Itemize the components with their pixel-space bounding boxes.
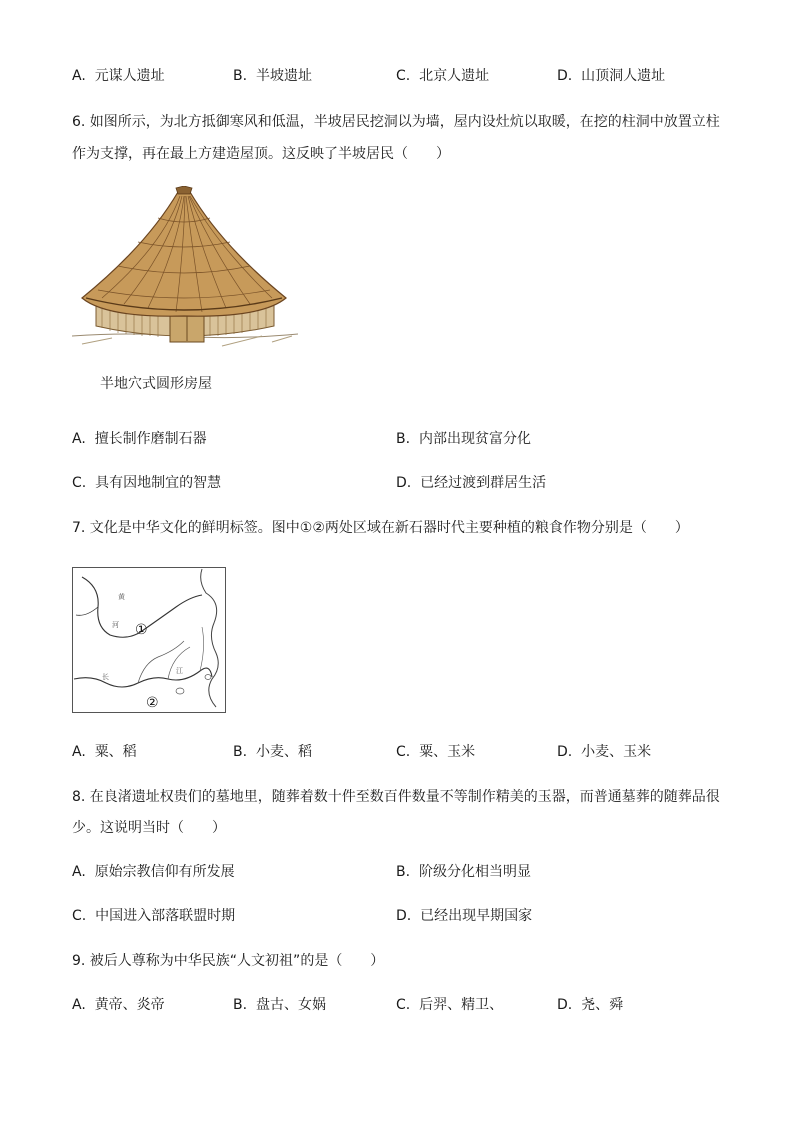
hut-caption: 半地穴式圆形房屋: [100, 376, 212, 392]
q6-option-a[interactable]: [72, 429, 207, 449]
hut-illustration: [72, 186, 298, 352]
option-label: B.: [233, 68, 248, 84]
option-text: 粟、玉米: [419, 744, 476, 760]
map-marker-1: ①: [135, 622, 148, 638]
option-label: C.: [72, 908, 87, 924]
q7-option-d[interactable]: [557, 742, 651, 762]
china-map: [72, 567, 227, 714]
q8-stem-line1: 8. 在良渚遗址权贵们的墓地里，随葬着数十件至数百件数量不等制作精美的玉器，而普通墓葬的随葬品很: [72, 789, 720, 805]
map-label-huang: 黄: [118, 593, 125, 601]
option-text: 内部出现贫富分化: [418, 431, 531, 447]
option-label: A.: [72, 744, 86, 760]
map-label-jiang: 江: [176, 667, 183, 675]
option-text: 具有因地制宜的智慧: [95, 475, 222, 491]
option-text: 元谋人遗址: [94, 68, 165, 84]
q9-stem: 9. 被后人尊称为中华民族“人文初祖”的是（ ）: [72, 953, 385, 969]
option-label: B.: [233, 997, 248, 1013]
option-text: 小麦、玉米: [581, 744, 652, 760]
q8-option-b[interactable]: [396, 862, 531, 882]
option-text: 山顶洞人遗址: [581, 68, 666, 84]
option-text: 擅长制作磨制石器: [94, 431, 207, 447]
q6-option-d[interactable]: [396, 473, 546, 493]
option-text: 中国进入部落联盟时期: [95, 908, 236, 924]
q8-option-a[interactable]: [72, 862, 235, 882]
q6-option-c[interactable]: [72, 473, 221, 493]
option-label: D.: [396, 908, 412, 924]
option-label: A.: [72, 864, 86, 880]
q9-option-a[interactable]: [72, 995, 165, 1015]
q8-option-c[interactable]: [72, 906, 235, 926]
q8-option-d[interactable]: [396, 906, 532, 926]
option-label: B.: [396, 864, 411, 880]
q6-option-b[interactable]: [396, 429, 531, 449]
q5-option-a[interactable]: [72, 66, 165, 86]
option-text: 半坡遗址: [255, 68, 312, 84]
q9-option-c[interactable]: [396, 995, 503, 1015]
option-label: D.: [557, 997, 573, 1013]
option-label: B.: [396, 431, 411, 447]
q9-option-d[interactable]: [557, 995, 623, 1015]
option-label: A.: [72, 431, 86, 447]
option-label: D.: [557, 68, 573, 84]
map-marker-2: ②: [146, 695, 159, 711]
option-text: 原始宗教信仰有所发展: [94, 864, 235, 880]
q7-stem: 7. 文化是中华文化的鲜明标签。图中①②两处区域在新石器时代主要种植的粮食作物分别是（ ）: [72, 520, 689, 536]
q5-option-c[interactable]: [396, 66, 489, 86]
option-label: C.: [396, 997, 411, 1013]
option-label: A.: [72, 997, 86, 1013]
option-label: C.: [396, 744, 411, 760]
option-label: D.: [396, 475, 412, 491]
option-text: 已经过渡到群居生活: [420, 475, 547, 491]
q7-option-c[interactable]: [396, 742, 475, 762]
q6-stem-line1: 6. 如图所示，为北方抵御寒风和低温，半坡居民挖洞以为墙，屋内设灶炕以取暖，在挖的柱洞中放置立柱: [72, 114, 720, 130]
map-label-he: 河: [112, 621, 119, 629]
q9-option-b[interactable]: [233, 995, 326, 1015]
option-text: 尧、舜: [581, 997, 624, 1013]
q8-stem-line2: 少。这说明当时（ ）: [72, 820, 226, 836]
option-text: 北京人遗址: [419, 68, 490, 84]
q7-option-a[interactable]: [72, 742, 137, 762]
option-label: B.: [233, 744, 248, 760]
option-text: 黄帝、炎帝: [94, 997, 165, 1013]
option-text: 盘古、女娲: [255, 997, 326, 1013]
option-label: C.: [396, 68, 411, 84]
option-text: 已经出现早期国家: [420, 908, 533, 924]
option-text: 阶级分化相当明显: [418, 864, 531, 880]
option-label: C.: [72, 475, 87, 491]
map-label-chang: 长: [102, 673, 109, 681]
option-text: 小麦、稻: [255, 744, 312, 760]
q5-option-b[interactable]: [233, 66, 312, 86]
option-text: 粟、稻: [94, 744, 137, 760]
q6-stem-line2: 作为支撑，再在最上方建造屋顶。这反映了半坡居民（ ）: [72, 146, 450, 162]
q5-option-d[interactable]: [557, 66, 665, 86]
q7-option-b[interactable]: [233, 742, 312, 762]
option-text: 后羿、精卫、: [419, 997, 504, 1013]
option-label: A.: [72, 68, 86, 84]
option-label: D.: [557, 744, 573, 760]
